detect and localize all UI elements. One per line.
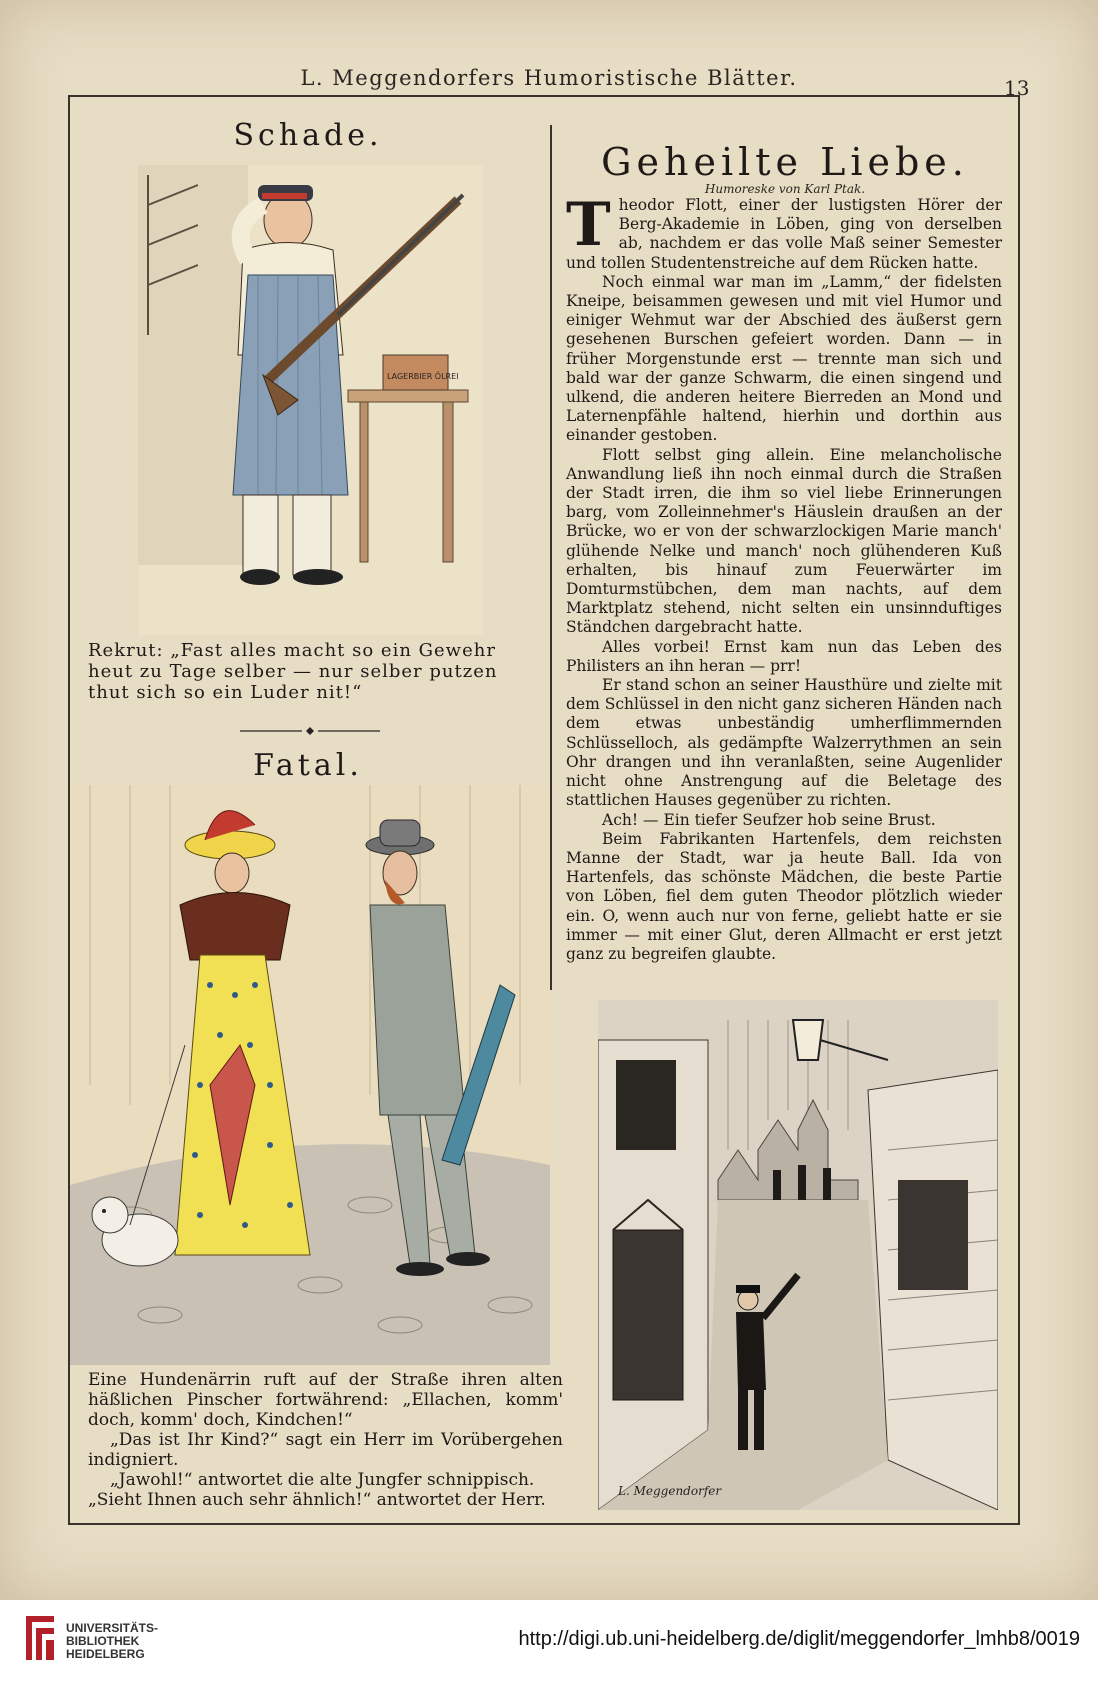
running-head: L. Meggendorfers Humoristische Blätter. [300,66,798,90]
schade-caption: Rekrut: „Fast alles macht so ein Gewehr heut zu Tage selber — nur selber putzen thut sich so ein Luder nit!“ [88,640,498,703]
story-paragraph: Flott selbst ging allein. Eine melancholische Anwandlung ließ ihn noch einmal durch die Straßen der Stadt irren, die ihm so viel liebe Erinnerungen barg, vom Zolleinnehmer's Häuslein draußen an der Brücke, wo er von der schwarzlockigen Marie manch' glühende Nelke und manch' noch glühenderen Kuß erhalten, bis hinauf zum Feuerwärter im Domturmstübchen, dem man nachts, auf dem Marktplatz stehend, nicht selten ein unsinnduftiges Ständchen dargebracht hatte. [566,445,1002,637]
story-paragraph: Alles vorbei! Ernst kam nun das Leben des Philisters an ihn heran — prr! [566,637,1002,675]
recruit-with-rifle-drawing [138,165,483,635]
box-label: LAGERBIER ÖLREI [387,372,459,381]
night-street-illustration [598,1000,998,1510]
story-paragraph: Er stand schon an seiner Hausthüre und zielte mit dem Schlüssel in den nicht ganz sicheren Händen nach dem etwas unbeständig umherflimmernden Schlüsselloch, als gedämpfte Walzerrythmen an sein Ohr drangen und ihn veranlaßten, seine Augenlider nicht ohne Anstrengung auf die Beletage des stattlichen Hauses gegenüber zu richten. [566,676,1002,810]
story-paragraph: Ach! — Ein tiefer Seufzer hob seine Brust. [602,810,936,829]
story-paragraph [566,190,1002,273]
fatal-caption-line: „Jawohl!“ antwortet die alte Jungfer schnippisch. [110,1470,535,1490]
column-divider [550,125,552,990]
footer-bar [0,1600,1098,1682]
dropcap: T [566,190,611,260]
fatal-caption-line: „Das ist Ihr Kind?“ sagt ein Herr im Vorübergehen indigniert. [88,1430,563,1470]
section-divider-ornament [240,726,380,736]
story-paragraph-text: heodor Flott, einer der lustigsten Hörer der Berg-Akademie in Löben, ging von derselben ab, nachdem er das volle Maß seiner Semester und tollen Studentenstreiche auf dem Rücken hatte. [566,196,1002,272]
page-number: 13 [1004,76,1030,100]
institution-line: HEIDELBERG [66,1647,145,1661]
woman-with-dog-and-gentleman-drawing [70,785,550,1365]
fatal-title: Fatal. [253,748,363,783]
story-paragraph: Beim Fabrikanten Hartenfels, dem reichsten Manne der Stadt, war ja heute Ball. Ida von Hartenfels, das schönste Mädchen, die beste Partie von Löben, fiel dem guten Theodor plötzlich wieder ein. O, wenn auch nur von ferne, geliebt hatte er sie immer — mit einer Glut, deren Allmacht er erst jetzt ganz zu begreifen glaubte. [566,829,1002,963]
institution-line: BIBLIOTHEK [66,1634,140,1648]
university-library-logo-icon [22,1612,58,1664]
schade-illustration [138,165,483,635]
institution-line: UNIVERSITÄTS- [66,1621,159,1635]
fatal-caption-line: Eine Hundenärrin ruft auf der Straße ihren alten häßlichen Pinscher fortwährend: „Ellachen, komm' doch, komm' doch, Kindchen!“ [88,1370,563,1430]
fatal-illustration [70,785,550,1365]
fatal-caption [88,1370,563,1510]
source-url-link[interactable]: http://digi.ub.uni-heidelberg.de/diglit/meggendorfer_lmhb8/0019 [518,1628,1080,1650]
schade-title: Schade. [233,118,383,153]
story-byline: Humoreske von Karl Ptak. [704,182,866,196]
story-body [566,190,1002,964]
fatal-caption-line: „Sieht Ihnen auch sehr ähnlich!“ antwortet der Herr. [88,1490,546,1510]
story-paragraph: Noch einmal war man im „Lamm,“ der fidelsten Kneipe, beisammen gewesen und mit viel Humor und einiger Wehmut war der Abschied des äußerst gern gesehenen Burschen gefeiert worden. Dann — in früher Morgenstunde erst — trennte man sich und bald war der ganze Schwarm, die einen singend und ulkend, die anderen heitere Bierreden an Mond und Laternenpfähle haltend, hierhin und dorthin aus einander gestoben. [566,272,1002,445]
story-title: Geheilte Liebe. [601,140,969,184]
institution-name [66,1622,158,1661]
artist-signature: L. Meggendorfer [618,1484,722,1498]
night-street-drawing [598,1000,998,1510]
